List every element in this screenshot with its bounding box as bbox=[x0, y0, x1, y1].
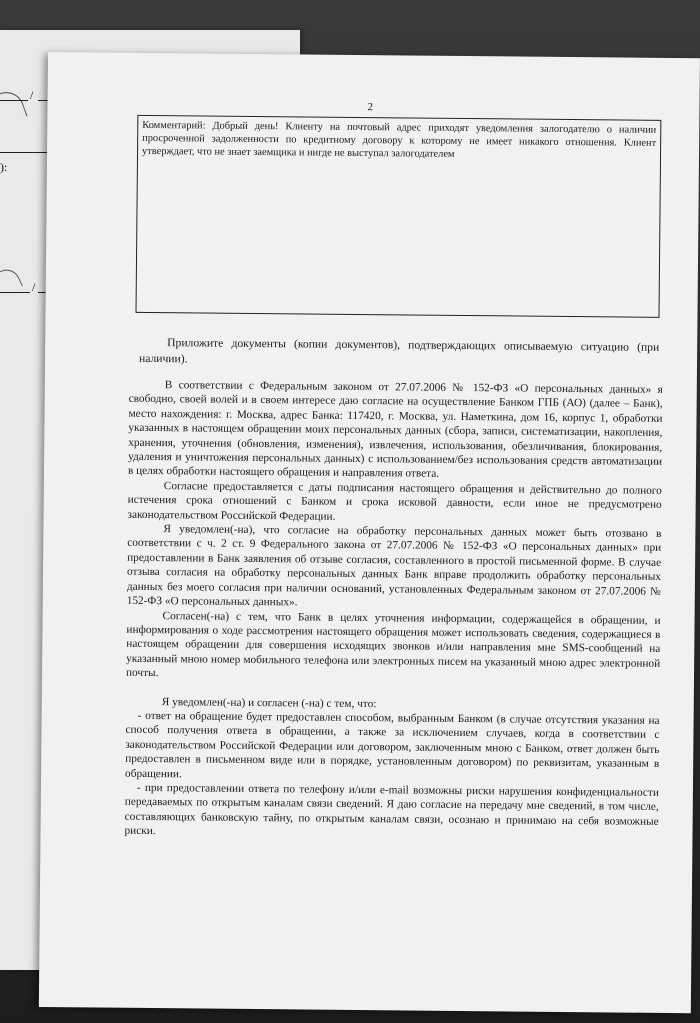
page-number: 2 bbox=[367, 101, 374, 114]
bullet-risks: - при предоставлении ответа по телефону и/или e-mail возможны риски нарушения конфиденциальности передаваемых по открытым каналам связи сведений. Я даю согласие на передачу мне сведений, в том числе, составляющих банковскую тайну, по открытым каналам связи, осознаю и принимаю на себя возможные риски. bbox=[124, 781, 659, 838]
paragraph-contact-consent: Согласен(-на) с тем, что Банк в целях уточнения информации, содержащейся в обращении, и информирования о ходе рассмотрения настоящего обращения может использовать сведения, содержащиеся в настоящем обращении для совершения исходящих звонков и/или направления мне SMS-сообщений на указанный мною номер мобильного телефона или электронных писем на указанный мною адрес электронной почты. bbox=[125, 609, 661, 680]
handwriting-stroke bbox=[0, 87, 28, 124]
paragraph-withdrawal: Я уведомлен(-на), что согласие на обработку персональных данных может быть отозвано в соответствии с ч. 2 ст. 9 Федерального закона от 27.07.2006 № 152-ФЗ «О персональных данных» при предоставлении в Банк заявления об отзыве согласия, составленного в простой письменной форме. В случае отзыва согласия на обработку персональных данных Банк вправе продолжить обработку персональных данных без моего согласия при наличии оснований, установленных Федеральным законом от 27.07.2006 № 152-ФЗ «О персональных данных». bbox=[126, 523, 662, 609]
bullet-response-method: - ответ на обращение будет предоставлен способом, выбранным Банком (в случае отсутствия указания на способ получения ответа в обращении, а также за исключением случаев, когда в соответствии с законодательством Российской Федерации или договором, заключенным мною с Банком, ответ должен быть предоставлен в письменном виде или в порядке, установленным договором) по реквизитам, указанным в обращении. bbox=[125, 709, 660, 780]
comment-box bbox=[136, 115, 662, 318]
signature-line bbox=[0, 292, 30, 293]
field-label-fragment: ): bbox=[0, 160, 8, 174]
handwriting-stroke bbox=[0, 265, 23, 294]
paragraph-personal-data: В соответствии с Федеральным законом от 27.07.2006 № 152-ФЗ «О персональных данных» я свободно, своей волей и в своем интересе даю согласие на осуществление Банком ГПБ (АО) (далее – Банк), место нахождения: г. Москва, адрес Банка: 117420, г. Москва, ул. Наметкина, дом 16, корпус 1, обработки указанных в настоящем обращении моих персональных данных (сбора, записи, систематизации, накопления, хранения, уточнения (обновления, изменения), извлечения, использования, обезличивания, блокирования, удаления и уничтожения персональных данных) с использованием/без использования средств автоматизации в целях обработки настоящего обращения и направления ответа. bbox=[127, 379, 663, 481]
form-line bbox=[0, 152, 52, 153]
signature-slash: / bbox=[32, 280, 36, 294]
comment-text: Комментарий: Добрый день! Клиенту на почтовый адрес приходят уведомления залогодателю о наличии просроченной задолженности по кредитному договору к которому не имеет никакого отношения. Клиент утверждает, что не знает заемщика и нигде не выступал залогодателем bbox=[141, 119, 657, 160]
consent-text bbox=[124, 378, 662, 844]
consent-intro: Я уведомлен(-на) и согласен (-на) с тем, что: bbox=[161, 695, 377, 710]
paragraph-consent-period: Согласие предоставляется с даты подписания настоящего обращения и действительно до полного истечения срока отношений с Банком и срока исковой давности, если иное не предусмотрено законодательством Российской Федерации. bbox=[127, 479, 662, 523]
signature-slash: / bbox=[30, 88, 34, 102]
signature-line bbox=[0, 100, 28, 101]
attach-instruction: Приложите документы (копии документов), подтверждающих описываемую ситуацию (при наличии). bbox=[139, 336, 660, 366]
document-page bbox=[39, 52, 700, 1013]
